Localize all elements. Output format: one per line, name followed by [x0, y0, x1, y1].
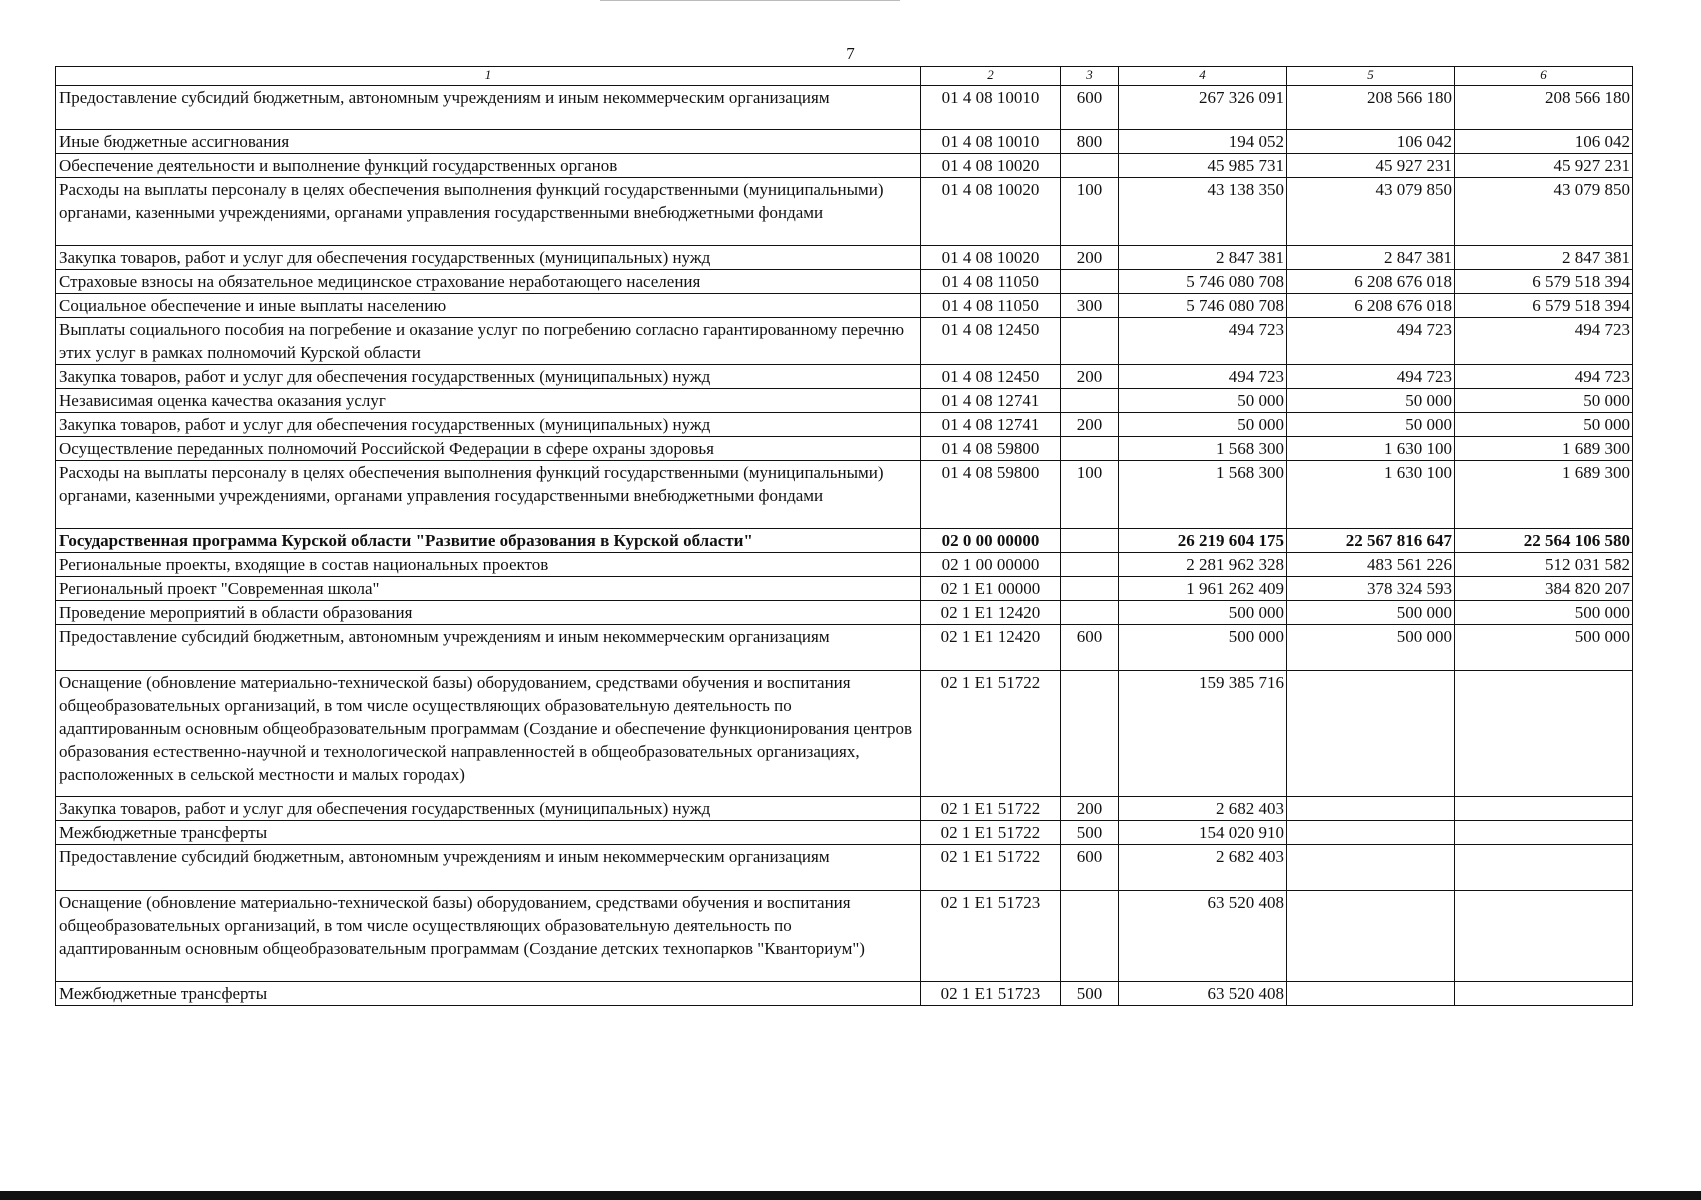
- row-value-col-5: 50 000: [1287, 389, 1455, 413]
- row-value-col-5: 208 566 180: [1287, 86, 1455, 130]
- row-expense-type: 200: [1061, 413, 1119, 437]
- row-value-col-6: 6 579 518 394: [1455, 270, 1633, 294]
- row-value-col-6: [1455, 671, 1633, 797]
- row-value-col-6: 208 566 180: [1455, 86, 1633, 130]
- row-expense-type: [1061, 437, 1119, 461]
- table-row: [56, 577, 1633, 601]
- table-row: [56, 413, 1633, 437]
- row-name: Предоставление субсидий бюджетным, автономным учреждениям и иным некоммерческим организациям: [56, 625, 921, 671]
- row-value-col-6: 2 847 381: [1455, 246, 1633, 270]
- row-name: Выплаты социального пособия на погребение и оказание услуг по погребению согласно гарантированному перечню этих услуг в рамках полномочий Курской области: [56, 318, 921, 365]
- row-code: 02 1 00 00000: [921, 553, 1061, 577]
- row-code: 02 0 00 00000: [921, 529, 1061, 553]
- table-row: [56, 365, 1633, 389]
- row-expense-type: 100: [1061, 178, 1119, 246]
- row-value-col-4: 50 000: [1119, 413, 1287, 437]
- row-expense-type: 500: [1061, 982, 1119, 1006]
- row-code: 02 1 E1 12420: [921, 601, 1061, 625]
- row-value-col-6: 6 579 518 394: [1455, 294, 1633, 318]
- row-value-col-5: 483 561 226: [1287, 553, 1455, 577]
- row-value-col-6: 45 927 231: [1455, 154, 1633, 178]
- row-expense-type: 600: [1061, 845, 1119, 891]
- row-value-col-6: 43 079 850: [1455, 178, 1633, 246]
- table-row: [56, 821, 1633, 845]
- table-row: [56, 154, 1633, 178]
- row-value-col-4: 45 985 731: [1119, 154, 1287, 178]
- row-name: Предоставление субсидий бюджетным, автономным учреждениям и иным некоммерческим организациям: [56, 845, 921, 891]
- row-value-col-5: 500 000: [1287, 601, 1455, 625]
- row-expense-type: [1061, 318, 1119, 365]
- row-value-col-4: 63 520 408: [1119, 891, 1287, 982]
- row-value-col-4: 1 568 300: [1119, 437, 1287, 461]
- row-value-col-4: 159 385 716: [1119, 671, 1287, 797]
- header-col-3: 3: [1061, 67, 1119, 86]
- table-row: [56, 982, 1633, 1006]
- header-col-4: 4: [1119, 67, 1287, 86]
- table-row: [56, 318, 1633, 365]
- row-code: 02 1 E1 51723: [921, 891, 1061, 982]
- table-row: [56, 891, 1633, 982]
- row-value-col-6: [1455, 845, 1633, 891]
- row-value-col-6: 1 689 300: [1455, 461, 1633, 529]
- row-value-col-5: [1287, 797, 1455, 821]
- row-value-col-4: 2 682 403: [1119, 845, 1287, 891]
- row-name: Межбюджетные трансферты: [56, 982, 921, 1006]
- table-row: [56, 130, 1633, 154]
- row-name: Региональный проект "Современная школа": [56, 577, 921, 601]
- row-value-col-4: 194 052: [1119, 130, 1287, 154]
- row-expense-type: [1061, 529, 1119, 553]
- row-value-col-5: [1287, 821, 1455, 845]
- row-value-col-4: 26 219 604 175: [1119, 529, 1287, 553]
- row-value-col-4: 1 568 300: [1119, 461, 1287, 529]
- row-code: 02 1 E1 00000: [921, 577, 1061, 601]
- row-code: 01 4 08 10020: [921, 154, 1061, 178]
- row-expense-type: 200: [1061, 797, 1119, 821]
- row-value-col-5: [1287, 982, 1455, 1006]
- row-value-col-5: 1 630 100: [1287, 437, 1455, 461]
- row-value-col-5: 45 927 231: [1287, 154, 1455, 178]
- row-code: 02 1 E1 51722: [921, 797, 1061, 821]
- row-code: 01 4 08 12450: [921, 318, 1061, 365]
- row-name: Предоставление субсидий бюджетным, автономным учреждениям и иным некоммерческим организациям: [56, 86, 921, 130]
- row-value-col-5: 2 847 381: [1287, 246, 1455, 270]
- row-expense-type: [1061, 154, 1119, 178]
- table-row: [56, 845, 1633, 891]
- row-value-col-5: 22 567 816 647: [1287, 529, 1455, 553]
- row-expense-type: [1061, 389, 1119, 413]
- row-value-col-6: [1455, 891, 1633, 982]
- row-name: Расходы на выплаты персоналу в целях обеспечения выполнения функций государственными (муниципальными) органами, казенными учреждениями, органами управления государственными внебюджетными фондами: [56, 461, 921, 529]
- row-value-col-4: 500 000: [1119, 601, 1287, 625]
- row-code: 01 4 08 11050: [921, 294, 1061, 318]
- row-value-col-4: 2 281 962 328: [1119, 553, 1287, 577]
- header-row: [56, 67, 1633, 86]
- row-expense-type: 600: [1061, 625, 1119, 671]
- row-value-col-4: 494 723: [1119, 365, 1287, 389]
- row-name: Закупка товаров, работ и услуг для обеспечения государственных (муниципальных) нужд: [56, 797, 921, 821]
- row-code: 02 1 E1 12420: [921, 625, 1061, 671]
- row-value-col-4: 500 000: [1119, 625, 1287, 671]
- row-value-col-5: 50 000: [1287, 413, 1455, 437]
- row-value-col-6: 500 000: [1455, 601, 1633, 625]
- table-row: [56, 294, 1633, 318]
- row-expense-type: [1061, 671, 1119, 797]
- row-name: Государственная программа Курской области "Развитие образования в Курской области": [56, 529, 921, 553]
- row-name: Проведение мероприятий в области образования: [56, 601, 921, 625]
- row-value-col-5: 378 324 593: [1287, 577, 1455, 601]
- row-name: Независимая оценка качества оказания услуг: [56, 389, 921, 413]
- row-value-col-5: 1 630 100: [1287, 461, 1455, 529]
- row-expense-type: [1061, 577, 1119, 601]
- row-code: 01 4 08 11050: [921, 270, 1061, 294]
- row-code: 01 4 08 10010: [921, 86, 1061, 130]
- row-expense-type: [1061, 891, 1119, 982]
- table-row: [56, 270, 1633, 294]
- row-value-col-5: 6 208 676 018: [1287, 294, 1455, 318]
- row-value-col-5: 6 208 676 018: [1287, 270, 1455, 294]
- row-expense-type: 100: [1061, 461, 1119, 529]
- row-name: Региональные проекты, входящие в состав национальных проектов: [56, 553, 921, 577]
- table-row: [56, 461, 1633, 529]
- row-value-col-6: 494 723: [1455, 318, 1633, 365]
- header-col-5: 5: [1287, 67, 1455, 86]
- bottom-scan-band: [0, 1191, 1701, 1200]
- table-row: [56, 178, 1633, 246]
- row-value-col-4: 63 520 408: [1119, 982, 1287, 1006]
- row-value-col-6: 22 564 106 580: [1455, 529, 1633, 553]
- header-col-6: 6: [1455, 67, 1633, 86]
- table-row: [56, 437, 1633, 461]
- row-name: Социальное обеспечение и иные выплаты населению: [56, 294, 921, 318]
- row-name: Закупка товаров, работ и услуг для обеспечения государственных (муниципальных) нужд: [56, 365, 921, 389]
- row-value-col-4: 5 746 080 708: [1119, 270, 1287, 294]
- row-value-col-4: 1 961 262 409: [1119, 577, 1287, 601]
- row-name: Закупка товаров, работ и услуг для обеспечения государственных (муниципальных) нужд: [56, 413, 921, 437]
- row-value-col-5: 494 723: [1287, 318, 1455, 365]
- row-value-col-6: 500 000: [1455, 625, 1633, 671]
- row-expense-type: [1061, 553, 1119, 577]
- row-expense-type: [1061, 601, 1119, 625]
- row-value-col-6: 1 689 300: [1455, 437, 1633, 461]
- header-col-2: 2: [921, 67, 1061, 86]
- page-number: 7: [846, 44, 855, 63]
- row-value-col-4: 494 723: [1119, 318, 1287, 365]
- row-code: 01 4 08 12741: [921, 413, 1061, 437]
- row-name: Межбюджетные трансферты: [56, 821, 921, 845]
- table-row: [56, 529, 1633, 553]
- row-expense-type: 300: [1061, 294, 1119, 318]
- table-row: [56, 601, 1633, 625]
- row-code: 02 1 E1 51722: [921, 821, 1061, 845]
- row-code: 02 1 E1 51722: [921, 671, 1061, 797]
- table-row: [56, 553, 1633, 577]
- row-value-col-6: 494 723: [1455, 365, 1633, 389]
- row-expense-type: 200: [1061, 365, 1119, 389]
- row-name: Оснащение (обновление материально-технической базы) оборудованием, средствами обучения и воспитания общеобразовательных организаций, в том числе осуществляющих образовательную деятельность по адаптированным основным общеобразовательным программам (Создание детских технопарков "Кванториум"): [56, 891, 921, 982]
- table-row: [56, 797, 1633, 821]
- row-code: 02 1 E1 51723: [921, 982, 1061, 1006]
- row-code: 01 4 08 59800: [921, 461, 1061, 529]
- row-value-col-5: [1287, 891, 1455, 982]
- row-code: 01 4 08 12741: [921, 389, 1061, 413]
- row-name: Страховые взносы на обязательное медицинское страхование неработающего населения: [56, 270, 921, 294]
- row-expense-type: 500: [1061, 821, 1119, 845]
- row-value-col-6: 50 000: [1455, 389, 1633, 413]
- row-value-col-5: [1287, 671, 1455, 797]
- budget-table: [55, 66, 1633, 1006]
- row-value-col-6: 384 820 207: [1455, 577, 1633, 601]
- row-value-col-4: 50 000: [1119, 389, 1287, 413]
- row-value-col-6: 512 031 582: [1455, 553, 1633, 577]
- table-row: [56, 246, 1633, 270]
- table-row: [56, 86, 1633, 130]
- row-code: 01 4 08 12450: [921, 365, 1061, 389]
- row-name: Расходы на выплаты персоналу в целях обеспечения выполнения функций государственными (муниципальными) органами, казенными учреждениями, органами управления государственными внебюджетными фондами: [56, 178, 921, 246]
- row-value-col-5: 43 079 850: [1287, 178, 1455, 246]
- row-value-col-6: 106 042: [1455, 130, 1633, 154]
- row-value-col-4: 43 138 350: [1119, 178, 1287, 246]
- row-name: Обеспечение деятельности и выполнение функций государственных органов: [56, 154, 921, 178]
- row-value-col-6: 50 000: [1455, 413, 1633, 437]
- row-value-col-5: [1287, 845, 1455, 891]
- row-expense-type: [1061, 270, 1119, 294]
- row-code: 01 4 08 59800: [921, 437, 1061, 461]
- row-name: Иные бюджетные ассигнования: [56, 130, 921, 154]
- row-value-col-4: 154 020 910: [1119, 821, 1287, 845]
- row-expense-type: 600: [1061, 86, 1119, 130]
- row-name: Закупка товаров, работ и услуг для обеспечения государственных (муниципальных) нужд: [56, 246, 921, 270]
- row-value-col-5: 494 723: [1287, 365, 1455, 389]
- row-value-col-5: 106 042: [1287, 130, 1455, 154]
- row-expense-type: 200: [1061, 246, 1119, 270]
- row-code: 01 4 08 10010: [921, 130, 1061, 154]
- row-expense-type: 800: [1061, 130, 1119, 154]
- table-row: [56, 389, 1633, 413]
- row-value-col-4: 267 326 091: [1119, 86, 1287, 130]
- row-code: 02 1 E1 51722: [921, 845, 1061, 891]
- row-value-col-4: 2 847 381: [1119, 246, 1287, 270]
- table-row: [56, 671, 1633, 797]
- row-value-col-6: [1455, 982, 1633, 1006]
- header-col-1: 1: [56, 67, 921, 86]
- row-value-col-4: 2 682 403: [1119, 797, 1287, 821]
- row-value-col-5: 500 000: [1287, 625, 1455, 671]
- row-name: Осуществление переданных полномочий Российской Федерации в сфере охраны здоровья: [56, 437, 921, 461]
- row-value-col-6: [1455, 821, 1633, 845]
- table-row: [56, 625, 1633, 671]
- row-name: Оснащение (обновление материально-технической базы) оборудованием, средствами обучения и воспитания общеобразовательных организаций, в том числе осуществляющих образовательную деятельность по адаптированным основным общеобразовательным программам (Создание и обеспечение функционирования центров образования естественно-научной и технологической направленностей в общеобразовательных организациях, расположенных в сельской местности и малых городах): [56, 671, 921, 797]
- row-code: 01 4 08 10020: [921, 246, 1061, 270]
- row-value-col-4: 5 746 080 708: [1119, 294, 1287, 318]
- row-code: 01 4 08 10020: [921, 178, 1061, 246]
- row-value-col-6: [1455, 797, 1633, 821]
- top-scan-rule: [600, 0, 900, 1]
